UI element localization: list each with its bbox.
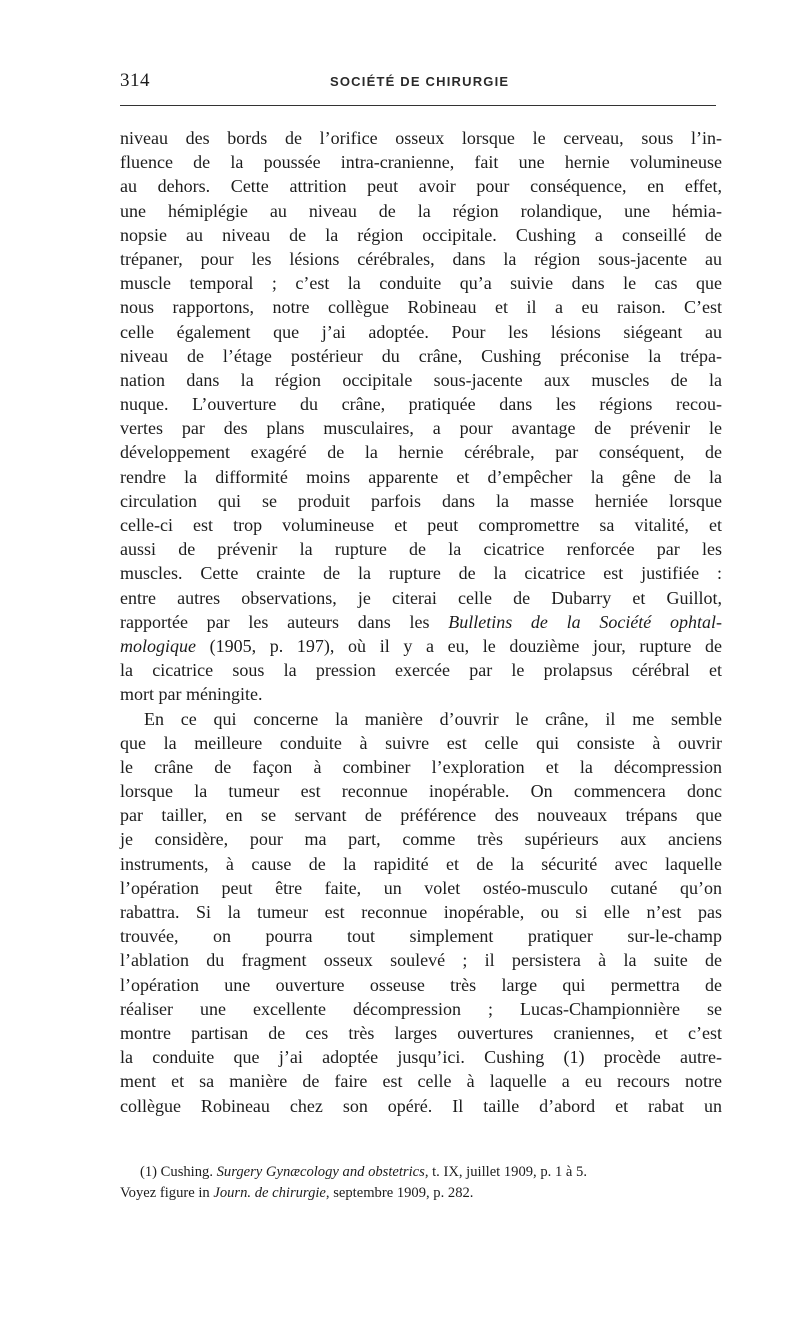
footnote-text: , septembre 1909, p. 282. bbox=[325, 1185, 474, 1201]
text-line: l’ablation du fragment osseux soulevé ; il persistera à la suite de bbox=[120, 950, 722, 971]
text-line: je considère, pour ma part, comme très supérieurs aux anciens bbox=[120, 829, 722, 850]
text-line: le crâne de façon à combiner l’exploration et la décompression bbox=[120, 756, 722, 777]
footnote-text: (1) Cushing. bbox=[140, 1164, 217, 1180]
text-line: nation dans la région occipitale sous-jacente aux muscles de la bbox=[120, 369, 722, 390]
footnotes bbox=[120, 1162, 722, 1204]
text-segment: rapportée par les auteurs dans les bbox=[120, 611, 449, 632]
text-line: par tailler, en se servant de préférence des nouveaux trépans que bbox=[120, 805, 722, 826]
text-line: aussi de prévenir la rupture de la cicatrice renforcée par les bbox=[120, 539, 722, 560]
text-line: instruments, à cause de la rapidité et de la sécurité avec laquelle bbox=[120, 853, 722, 874]
text-line: nous rapportons, notre collègue Robineau et il a eu raison. C’est bbox=[120, 297, 722, 318]
text-line: trépaner, pour les lésions cérébrales, dans la région sous-jacente au bbox=[120, 248, 722, 269]
text-line: vertes par des plans musculaires, a pour avantage de prévenir le bbox=[120, 418, 722, 439]
text-line: entre autres observations, je citerai celle de Dubarry et Guillot, bbox=[120, 587, 722, 608]
text-line bbox=[120, 634, 722, 658]
body-text bbox=[120, 126, 722, 1118]
text-line: rendre la difformité moins apparente et d’empêcher la gêne de la bbox=[120, 466, 722, 487]
text-line: circulation qui se produit parfois dans la masse herniée lorsque bbox=[120, 490, 722, 511]
running-title: SOCIÉTÉ DE CHIRURGIE bbox=[330, 74, 510, 89]
text-line: au dehors. Cette attrition peut avoir pour conséquence, en effet, bbox=[120, 176, 722, 197]
text-line: montre partisan de ces très larges ouvertures craniennes, et c’est bbox=[120, 1022, 722, 1043]
text-line: mort par méningite. bbox=[120, 684, 263, 705]
text-line: collègue Robineau chez son opéré. Il taille d’abord et rabat un bbox=[120, 1095, 722, 1116]
text-line: celle-ci est trop volumineuse et peut compromettre sa vitalité, et bbox=[120, 515, 722, 535]
journal-title: mologique bbox=[120, 635, 196, 656]
text-line: que la meilleure conduite à suivre est celle qui consiste à ouvrir bbox=[120, 732, 722, 753]
text-line: nopsie au niveau de la région occipitale. Cushing a conseillé de bbox=[120, 224, 722, 245]
text-line: En ce qui concerne la manière d’ouvrir le crâne, il me semble bbox=[144, 708, 722, 729]
text-line: la cicatrice sous la pression exercée par le prolapsus cérébral et bbox=[120, 660, 722, 681]
text-line: la conduite que j’ai adoptée jusqu’ici. Cushing (1) procède autre- bbox=[120, 1047, 722, 1068]
journal-title: Bulletins de la Société ophtal- bbox=[448, 611, 723, 632]
text-line: réaliser une excellente décompression ; Lucas-Championnière se bbox=[120, 998, 722, 1019]
text-segment: (1905, p. 197), où il y a eu, le douzième jour, rupture de bbox=[196, 635, 722, 656]
text-line: celle également que j’ai adoptée. Pour les lésions siégeant au bbox=[120, 321, 722, 342]
footnote-journal-title: Journ. de chirurgie bbox=[213, 1185, 326, 1201]
text-line: une hémiplégie au niveau de la région rolandique, une hémia- bbox=[120, 200, 722, 221]
header-rule bbox=[120, 105, 716, 106]
text-line: ment et sa manière de faire est celle à laquelle a eu recours notre bbox=[120, 1071, 722, 1092]
text-line: développement exagéré de la hernie cérébrale, par conséquent, de bbox=[120, 442, 722, 463]
text-line: fluence de la poussée intra-cranienne, fait une hernie volumineuse bbox=[120, 152, 722, 173]
footnote-text: Voyez figure in bbox=[120, 1185, 214, 1201]
footnote-1-continuation bbox=[120, 1183, 722, 1204]
text-line: muscles. Cette crainte de la rupture de la cicatrice est justifiée : bbox=[120, 563, 722, 584]
footnote-1 bbox=[120, 1162, 722, 1183]
footnote-journal-title: Surgery Gynæcology and obstetrics bbox=[216, 1164, 425, 1180]
running-head bbox=[120, 70, 716, 96]
text-line: l’opération peut être faite, un volet ostéo-musculo cutané qu’on bbox=[120, 877, 722, 898]
text-line: niveau de l’étage postérieur du crâne, Cushing préconise la trépa- bbox=[120, 345, 722, 366]
text-line: rabattra. Si la tumeur est reconnue inopérable, ou si elle n’est pas bbox=[120, 902, 722, 922]
text-line: lorsque la tumeur est reconnue inopérable. On commencera donc bbox=[120, 781, 722, 802]
footnote-text: , t. IX, juillet 1909, p. 1 à 5. bbox=[424, 1164, 587, 1180]
text-line: trouvée, on pourra tout simplement pratiquer sur-le-champ bbox=[120, 926, 722, 947]
text-line: l’opération une ouverture osseuse très large qui permettra de bbox=[120, 974, 722, 995]
text-line: muscle temporal ; c’est la conduite qu’a suivie dans le cas que bbox=[120, 273, 722, 294]
page-number: 314 bbox=[120, 70, 150, 91]
text-line: niveau des bords de l’orifice osseux lorsque le cerveau, sous l’in- bbox=[120, 128, 722, 148]
text-line bbox=[120, 610, 722, 634]
text-line: nuque. L’ouverture du crâne, pratiquée dans les régions recou- bbox=[120, 394, 722, 415]
